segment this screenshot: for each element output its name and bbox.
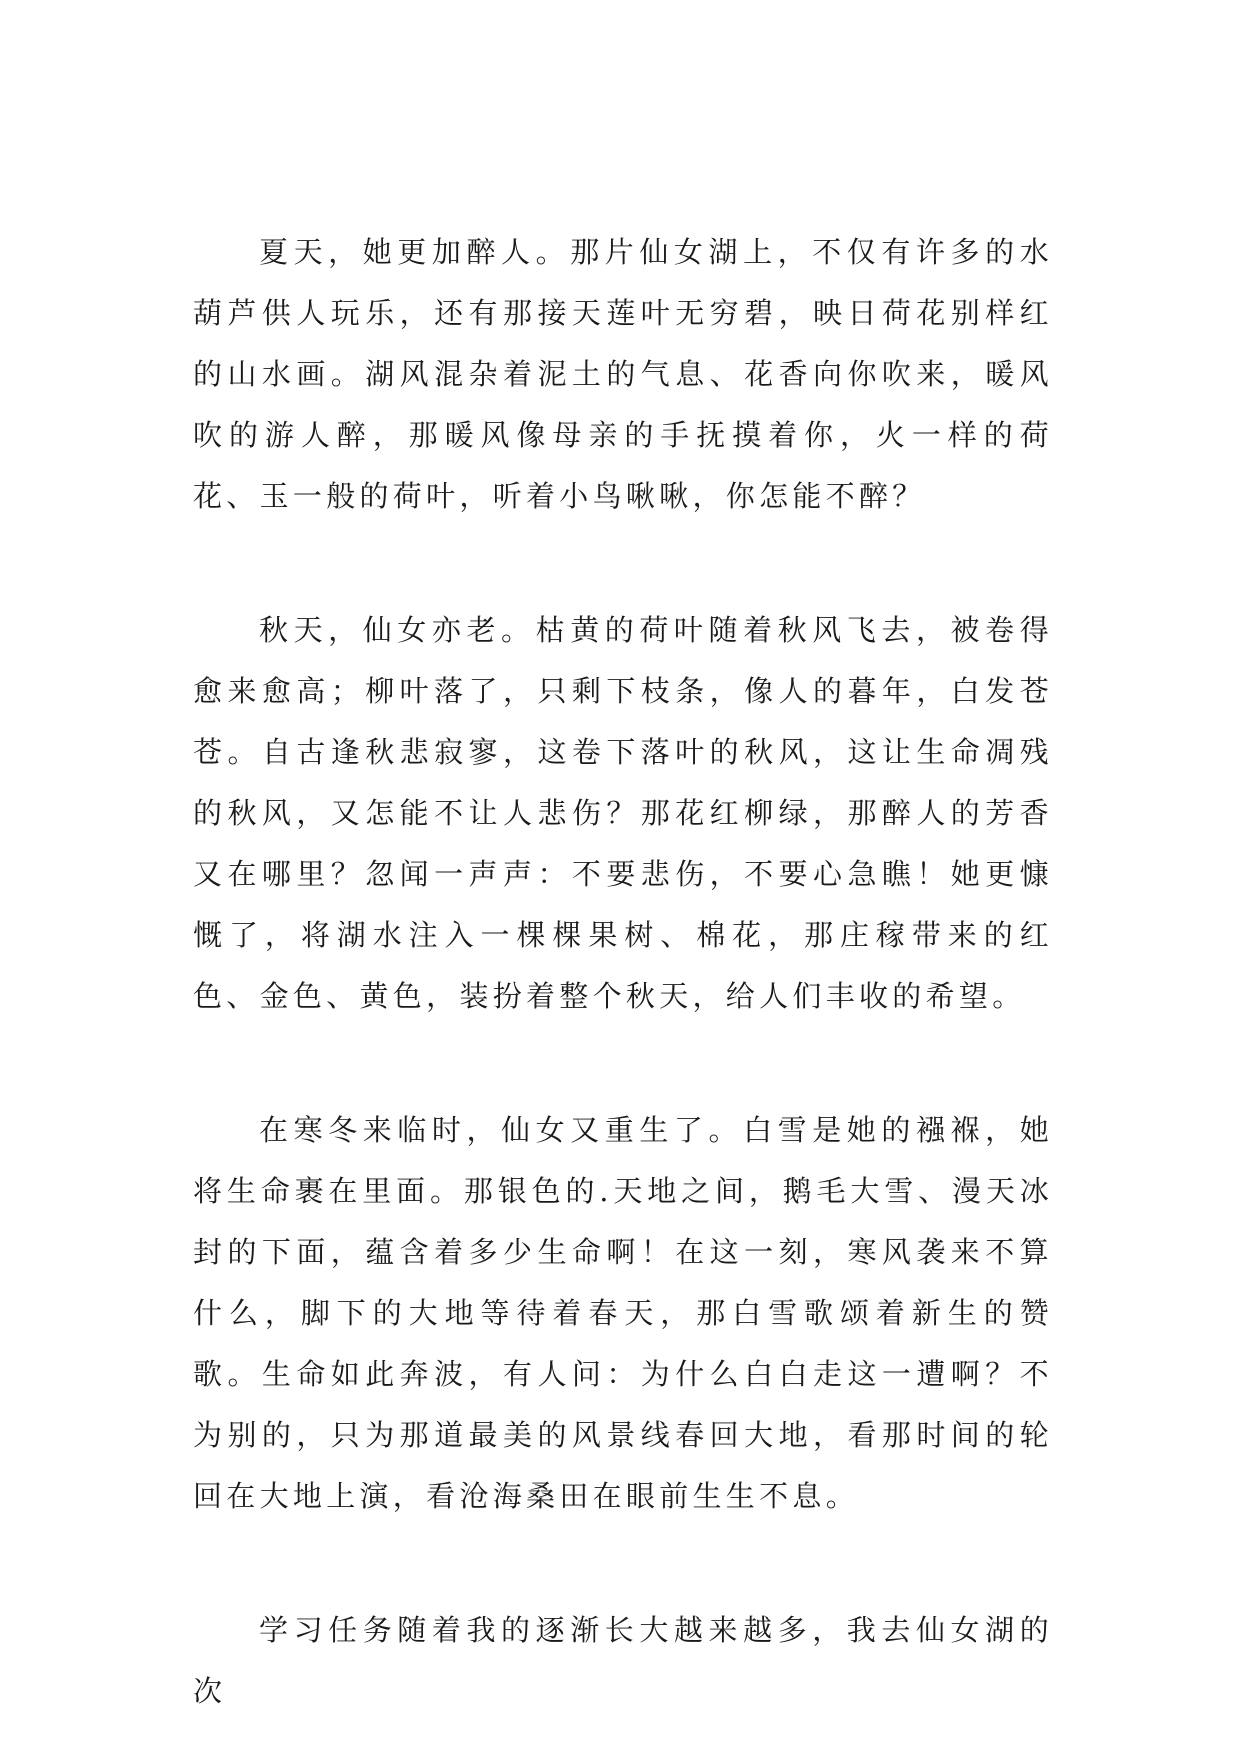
paragraph-winter: 在寒冬来临时，仙女又重生了。白雪是她的襁褓，她将生命裹在里面。那银色的.天地之间，鹅毛大雪、漫天冰封的下面，蕴含着多少生命啊！在这一刻，寒风袭来不算什么，脚下的大地等待着春天，那白雪歌颂着新生的赞歌。生命如此奔波，有人问：为什么白白走这一遭啊？不为别的，只为那道最美的风景线春回大地，看那时间的轮回在大地上演，看沧海桑田在眼前生生不息。 xyxy=(193,1113,1053,1513)
paragraph-summer: 夏天，她更加醉人。那片仙女湖上，不仅有许多的水葫芦供人玩乐，还有那接天莲叶无穷碧，映日荷花别样红的山水画。湖风混杂着泥土的气息、花香向你吹来，暖风吹的游人醉，那暖风像母亲的手抚摸着你，火一样的荷花、玉一般的荷叶，听着小鸟啾啾，你怎能不醉？ xyxy=(193,235,1053,513)
paragraph-autumn: 秋天，仙女亦老。枯黄的荷叶随着秋风飞去，被卷得愈来愈高；柳叶落了，只剩下枝条，像人的暮年，白发苍苍。自古逢秋悲寂寥，这卷下落叶的秋风，这让生命凋残的秋风，又怎能不让人悲伤？那花红柳绿，那醉人的芳香又在哪里？忽闻一声声：不要悲伤，不要心急瞧！她更慷慨了，将湖水注入一棵棵果树、棉花，那庄稼带来的红色、金色、黄色，装扮着整个秋天，给人们丰收的希望。 xyxy=(193,613,1053,1013)
paragraph-study: 学习任务随着我的逐渐长大越来越多，我去仙女湖的次 xyxy=(193,1613,1053,1708)
document-body xyxy=(193,222,1053,1722)
